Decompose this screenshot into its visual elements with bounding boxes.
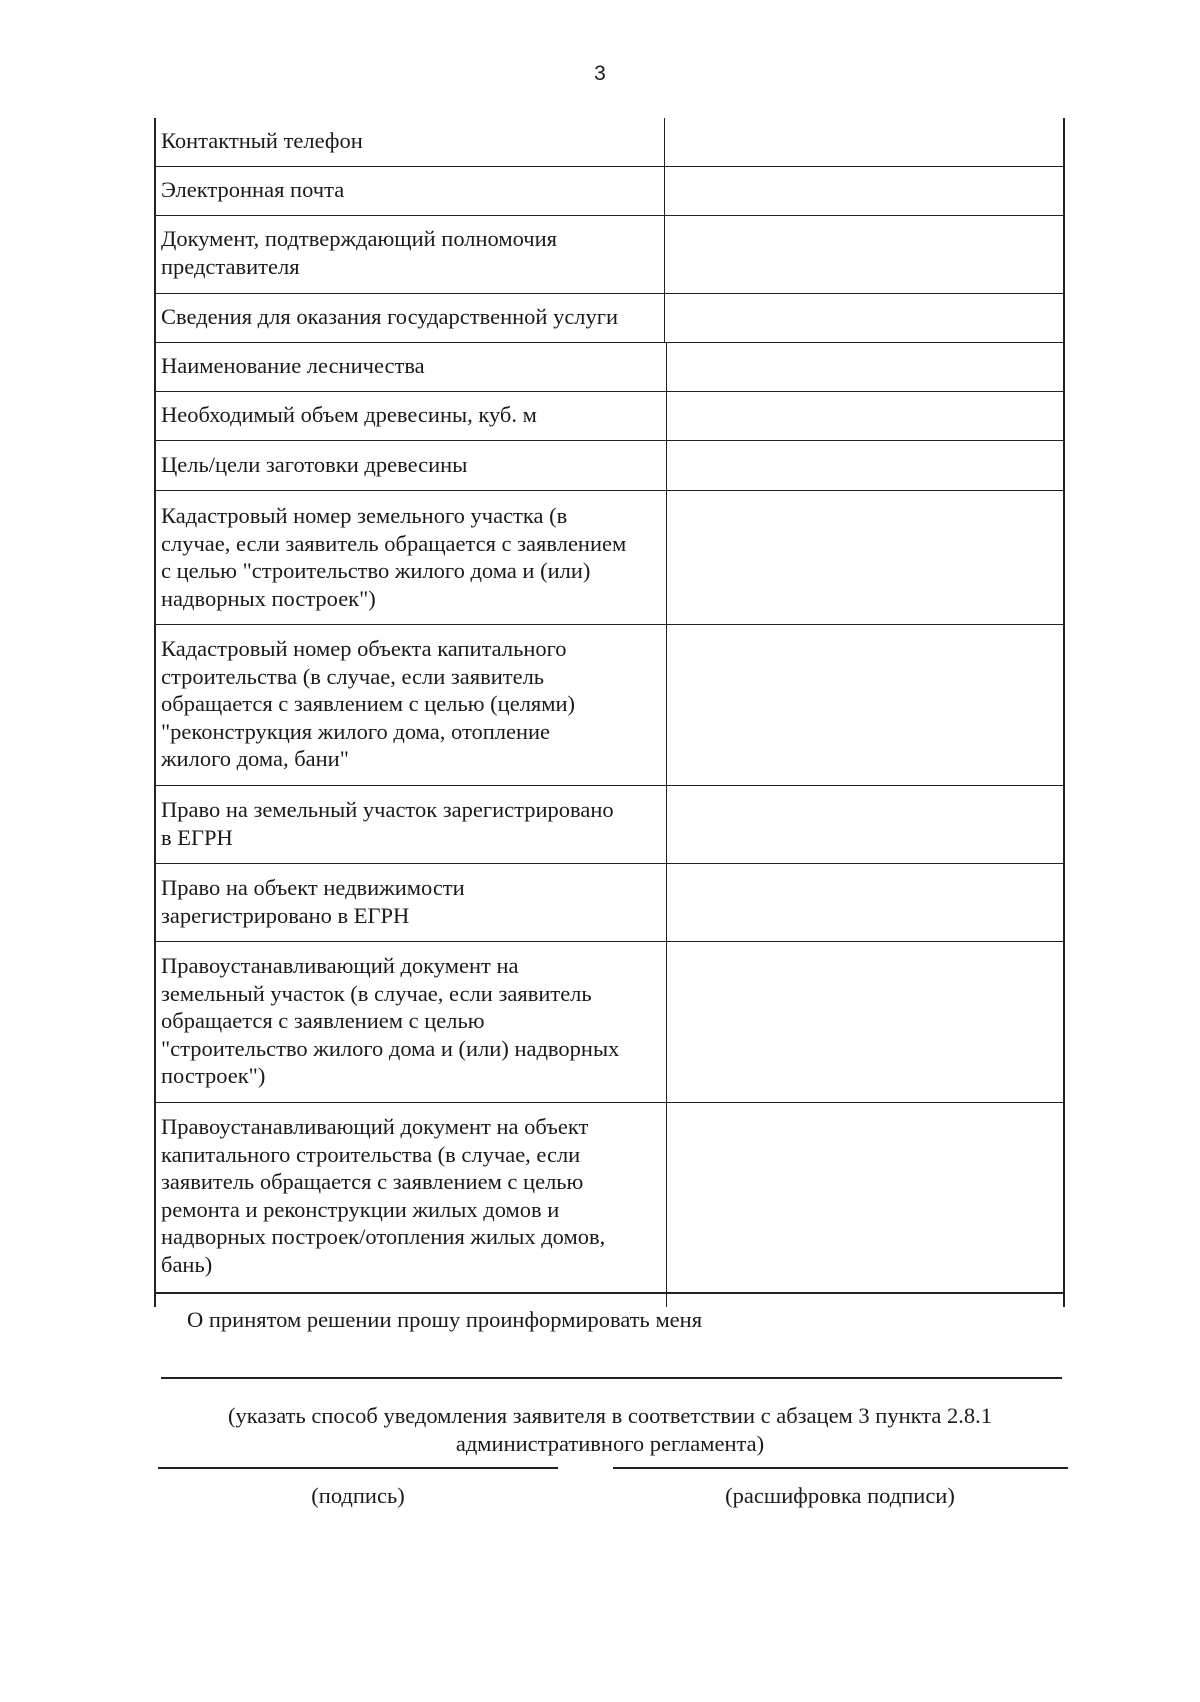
row-separator — [154, 624, 1064, 625]
table-right-border — [1063, 118, 1065, 1307]
table-section-header: Сведения для оказания государственной услуги — [161, 304, 619, 329]
signature-decode-caption: (расшифровка подписи) — [725, 1483, 955, 1508]
table-row-label: Необходимый объем древесины, куб. м — [161, 402, 537, 427]
table-row-label: Электронная почта — [161, 177, 345, 202]
row-separator — [154, 342, 1064, 343]
signature-decode-line[interactable] — [613, 1467, 1068, 1469]
row-separator — [154, 166, 1064, 167]
table-row-label: Наименование лесничества — [161, 353, 425, 378]
signature-caption: (подпись) — [311, 1483, 405, 1508]
row-separator — [154, 440, 1064, 441]
table-left-border — [154, 118, 156, 1307]
page-number: 3 — [594, 62, 606, 85]
inform-text: О принятом решении прошу проинформировать меня — [187, 1307, 703, 1332]
table-row-label: Правоустанавливающий документ на земельный участок (в случае, если заявитель обращается с заявлением с целью "строительство жилого дома и (или) надворных построек") — [161, 953, 620, 1089]
table-row-label: Документ, подтверждающий полномочия представителя — [161, 226, 557, 279]
row-separator — [154, 293, 1064, 294]
signature-line[interactable] — [158, 1467, 558, 1469]
row-separator — [154, 1102, 1064, 1103]
row-separator — [154, 863, 1064, 864]
row-separator — [154, 1292, 1064, 1294]
table-row-label: Цель/цели заготовки древесины — [161, 452, 468, 477]
row-separator — [154, 785, 1064, 786]
row-separator — [154, 490, 1064, 491]
table-row-label: Правоустанавливающий документ на объект капитального строительства (в случае, если заявитель обращается с заявлением с целью ремонта и реконструкции жилых домов и надворных построек/отопления жилых домов, бань) — [161, 1114, 606, 1277]
table-row-label: Кадастровый номер объекта капитального строительства (в случае, если заявитель обращается с заявлением с целью (целями) "реконструкция жилого дома, отопление жилого дома, бани" — [161, 636, 576, 772]
table-row-label: Право на объект недвижимости зарегистрировано в ЕГРН — [161, 875, 465, 928]
notify-method-caption: (указать способ уведомления заявителя в соответствии с абзацем 3 пункта 2.8.1 административного регламента) — [228, 1403, 992, 1456]
row-separator — [154, 215, 1064, 216]
table-row-label: Кадастровый номер земельного участка (в случае, если заявитель обращается с заявлением с целью "строительство жилого дома и (или) надворных построек") — [161, 503, 627, 611]
table-row-label: Право на земельный участок зарегистрировано в ЕГРН — [161, 797, 614, 850]
notify-method-line[interactable] — [161, 1377, 1062, 1379]
row-separator — [154, 941, 1064, 942]
table-row-label: Контактный телефон — [161, 128, 363, 153]
row-separator — [154, 391, 1064, 392]
